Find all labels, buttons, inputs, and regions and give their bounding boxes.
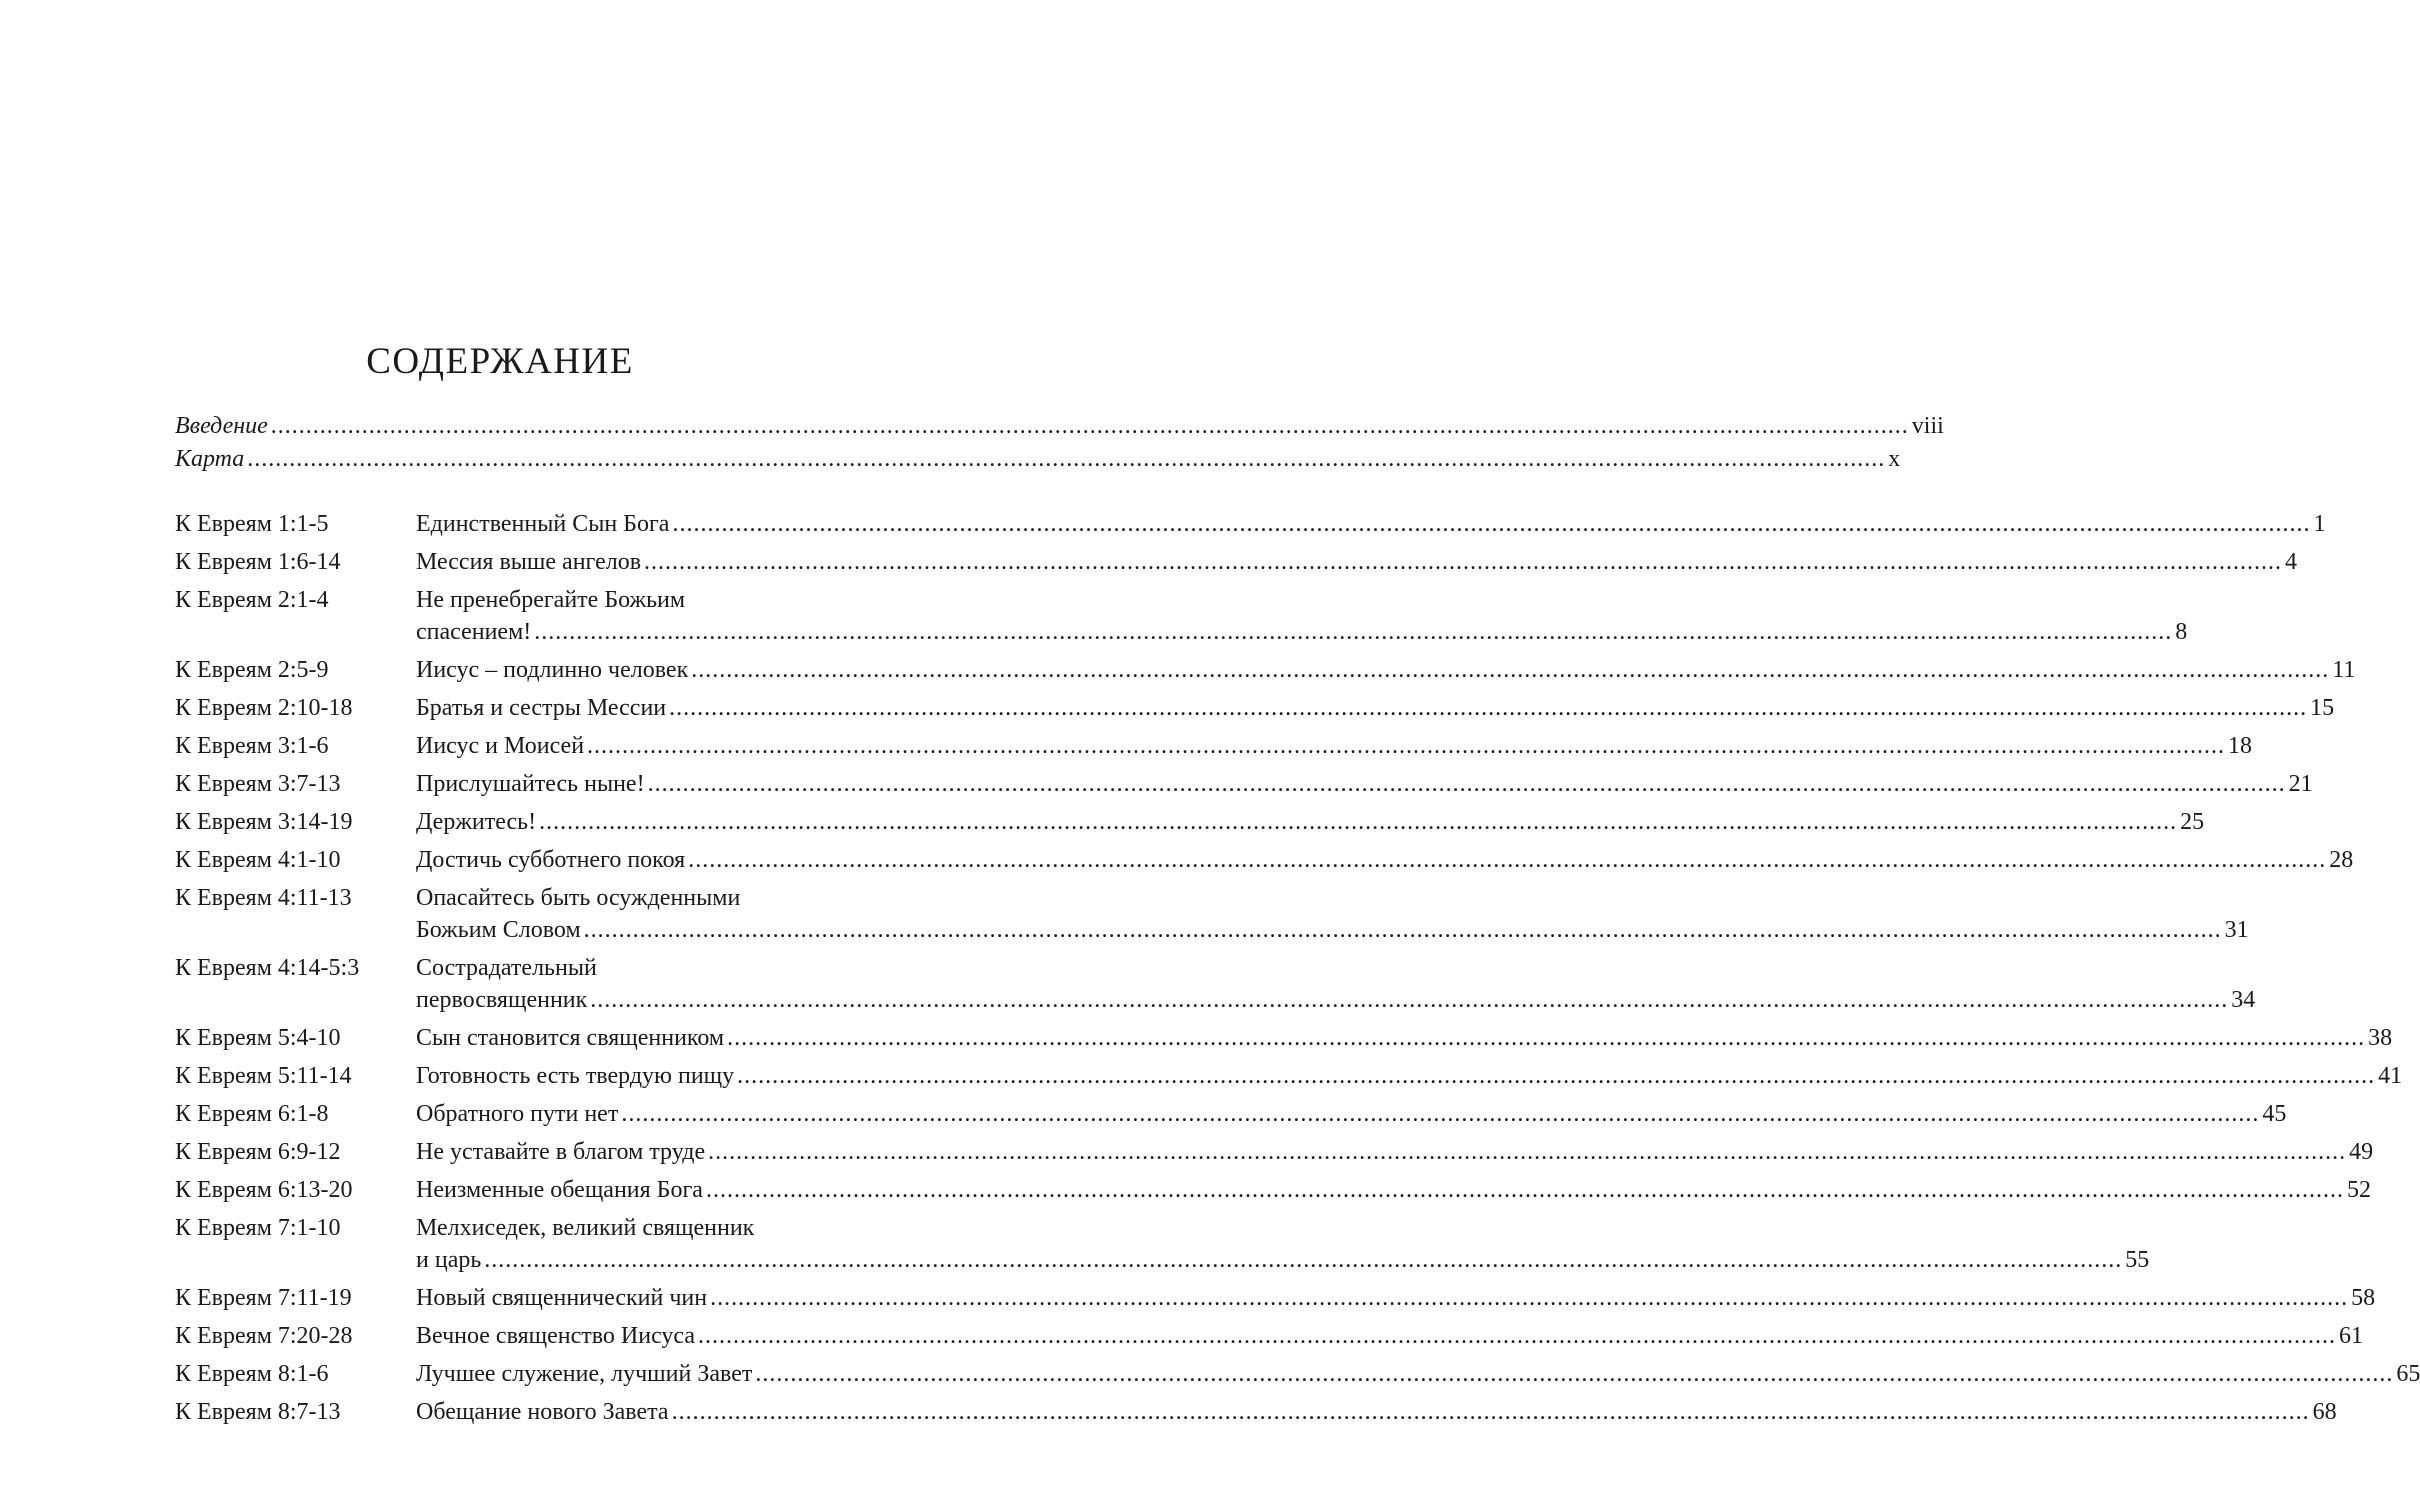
toc-entry-title-last-line [416, 1396, 2337, 1428]
toc-entry[interactable] [175, 1136, 2374, 1168]
toc-entry-title-last-line [416, 546, 2297, 578]
toc-entry-title: спасением! [416, 619, 532, 645]
toc-entry-title: Лучшее служение, лучший Завет [416, 1361, 753, 1387]
toc-entry[interactable] [175, 508, 2326, 540]
toc-entry-title-block [416, 844, 2353, 876]
toc-entry[interactable] [175, 546, 2298, 578]
toc-entry-title: Сын становится священником [416, 1025, 725, 1051]
front-matter-item-introduction[interactable] [175, 413, 1944, 446]
toc-entry-reference: К Евреям 2:5-9 [175, 657, 329, 683]
table-of-contents [175, 508, 2420, 1434]
toc-entry-title-block [416, 1282, 2375, 1314]
toc-entry-title-block [416, 654, 2355, 686]
toc-entry-title: и царь [416, 1247, 482, 1273]
toc-entry-title-block [416, 1098, 2286, 1130]
toc-entry-title: Прислушайтесь ныне! [416, 771, 645, 797]
front-matter-label: Введение [175, 413, 268, 439]
toc-entry-title-block [416, 546, 2297, 578]
toc-entry-page: 49 [2349, 1139, 2374, 1165]
dot-leader [644, 546, 2282, 578]
dot-leader [688, 844, 2326, 876]
toc-entry[interactable] [175, 1320, 2364, 1352]
toc-entry-page: 21 [2288, 771, 2313, 797]
front-matter-item-map[interactable] [175, 446, 1901, 479]
toc-entry-page: 15 [2310, 695, 2335, 721]
toc-entry-title-last-line [416, 1136, 2373, 1168]
dot-leader [587, 730, 2225, 762]
toc-entry-title-block [416, 806, 2204, 838]
toc-entry-title-last-line [416, 1282, 2375, 1314]
dot-leader [727, 1022, 2365, 1054]
toc-entry-title-block [416, 508, 2325, 540]
toc-entry-page: 28 [2329, 847, 2354, 873]
toc-entry[interactable] [175, 1282, 2376, 1314]
toc-entry-title-last-line [416, 730, 2252, 762]
toc-entry-title-last-line [416, 508, 2325, 540]
toc-entry-reference: К Евреям 4:1-10 [175, 847, 341, 873]
toc-entry-title-line: Не пренебрегайте Божьим [416, 587, 686, 613]
toc-entry-reference: К Евреям 7:1-10 [175, 1215, 341, 1241]
toc-entry-title-last-line [416, 1244, 2149, 1276]
dot-leader [708, 1136, 2346, 1168]
toc-entry-title: Обещание нового Завета [416, 1399, 669, 1425]
toc-entry-title-block [416, 882, 2249, 946]
front-matter-label: Карта [175, 446, 245, 472]
toc-entry-reference: К Евреям 7:11-19 [175, 1285, 352, 1311]
toc-entry-page: 58 [2351, 1285, 2376, 1311]
dot-leader [706, 1174, 2344, 1206]
toc-entry[interactable] [175, 692, 2335, 724]
toc-entry-page: 65 [2396, 1361, 2420, 1387]
toc-entry-title-last-line [416, 1022, 2392, 1054]
toc-entry[interactable] [175, 1022, 2393, 1054]
toc-entry-page: 34 [2231, 987, 2256, 1013]
toc-entry-reference: К Евреям 5:11-14 [175, 1063, 352, 1089]
toc-entry-title-last-line [416, 1358, 2420, 1390]
toc-entry-title-block [416, 1396, 2337, 1428]
toc-entry[interactable] [175, 1212, 2150, 1276]
toc-entry-page: 1 [2313, 511, 2326, 537]
toc-entry-page: 55 [2125, 1247, 2150, 1273]
toc-entry-page: 41 [2378, 1063, 2403, 1089]
toc-entry[interactable] [175, 654, 2356, 686]
toc-entry-reference: К Евреям 6:13-20 [175, 1177, 353, 1203]
toc-entry-title: Достичь субботнего покоя [416, 847, 686, 873]
dot-leader [710, 1282, 2348, 1314]
dot-leader [648, 768, 2286, 800]
toc-entry-title-block [416, 692, 2334, 724]
toc-entry-page: 4 [2285, 549, 2298, 575]
toc-entry-title: Божьим Словом [416, 917, 581, 943]
toc-entry[interactable] [175, 806, 2205, 838]
toc-entry-title-block [416, 1212, 2149, 1276]
dot-leader [247, 446, 1885, 473]
toc-entry-title-block [416, 1136, 2373, 1168]
toc-entry-title-line: Опасайтесь быть осужденными [416, 885, 741, 911]
toc-entry[interactable] [175, 768, 2313, 800]
dot-leader [669, 692, 2307, 724]
toc-entry-reference: К Евреям 4:11-13 [175, 885, 352, 911]
toc-entry-title: Обратного пути нет [416, 1101, 619, 1127]
toc-entry-title-last-line [416, 654, 2355, 686]
toc-entry-title-last-line [416, 768, 2313, 800]
toc-entry-reference: К Евреям 5:4-10 [175, 1025, 341, 1051]
toc-entry-reference: К Евреям 7:20-28 [175, 1323, 353, 1349]
toc-entry[interactable] [175, 1174, 2371, 1206]
dot-leader [691, 654, 2329, 686]
dot-leader [737, 1060, 2375, 1092]
toc-entry-reference: К Евреям 8:7-13 [175, 1399, 341, 1425]
dot-leader [534, 616, 2172, 648]
toc-entry-page: 18 [2228, 733, 2253, 759]
toc-entry-title-last-line [416, 984, 2255, 1016]
toc-entry-title-last-line [416, 1320, 2363, 1352]
toc-entry-title-last-line [416, 844, 2353, 876]
toc-entry-title: Иисус и Моисей [416, 733, 585, 759]
toc-entry[interactable] [175, 844, 2354, 876]
toc-entry-page: 45 [2262, 1101, 2287, 1127]
toc-entry[interactable] [175, 882, 2249, 946]
toc-entry-title-block [416, 1022, 2392, 1054]
dot-leader [584, 914, 2222, 946]
toc-entry-page: 61 [2339, 1323, 2364, 1349]
toc-entry-page: 8 [2175, 619, 2188, 645]
front-matter-page: viii [1911, 413, 1944, 439]
toc-entry-reference: К Евреям 1:1-5 [175, 511, 329, 537]
dot-leader [484, 1244, 2122, 1276]
toc-entry-title-last-line [416, 616, 2187, 648]
toc-entry-title: Братья и сестры Мессии [416, 695, 667, 721]
page-title: СОДЕРЖАНИЕ [366, 341, 634, 382]
toc-entry-title-block [416, 1320, 2363, 1352]
toc-entry-title: Новый священнический чин [416, 1285, 708, 1311]
toc-entry-title-line: Сострадательный [416, 955, 597, 981]
toc-entry-reference: К Евреям 3:7-13 [175, 771, 341, 797]
toc-entry-page: 52 [2346, 1177, 2371, 1203]
toc-entry-title: Вечное священство Иисуса [416, 1323, 696, 1349]
toc-entry[interactable] [175, 952, 2256, 1016]
toc-entry-title-block [416, 1358, 2420, 1390]
toc-entry[interactable] [175, 1060, 2403, 1092]
toc-entry-title-last-line [416, 914, 2249, 946]
toc-entry-reference: К Евреям 6:1-8 [175, 1101, 329, 1127]
toc-entry-title: Мессия выше ангелов [416, 549, 642, 575]
toc-entry-reference: К Евреям 3:1-6 [175, 733, 329, 759]
dot-leader [539, 806, 2177, 838]
toc-entry-reference: К Евреям 8:1-6 [175, 1361, 329, 1387]
toc-entry-reference: К Евреям 1:6-14 [175, 549, 341, 575]
toc-entry-page: 25 [2180, 809, 2205, 835]
toc-entry-title-block [416, 1174, 2371, 1206]
toc-entry-title-last-line [416, 692, 2334, 724]
toc-entry-title-last-line [416, 1174, 2371, 1206]
toc-entry-title: Не уставайте в благом труде [416, 1139, 706, 1165]
toc-entry-page: 68 [2312, 1399, 2337, 1425]
toc-entry-title-line: Мелхиседек, великий священник [416, 1215, 755, 1241]
toc-entry-title-block [416, 584, 2187, 648]
toc-entry-title-last-line [416, 1098, 2286, 1130]
toc-entry-title-last-line [416, 1060, 2402, 1092]
toc-entry-page: 38 [2368, 1025, 2393, 1051]
toc-entry[interactable] [175, 1098, 2287, 1130]
toc-entry[interactable] [175, 584, 2188, 648]
toc-entry-title: Единственный Сын Бога [416, 511, 670, 537]
toc-entry-title-block [416, 730, 2252, 762]
toc-entry-title-block [416, 952, 2255, 1016]
front-matter-page: x [1888, 446, 1901, 472]
toc-entry[interactable] [175, 1358, 2420, 1390]
toc-entry-page: 31 [2224, 917, 2249, 943]
dot-leader [590, 984, 2228, 1016]
toc-entry-title-last-line [416, 806, 2204, 838]
dot-leader [271, 413, 1909, 440]
toc-entry-title-block [416, 1060, 2402, 1092]
toc-entry[interactable] [175, 1396, 2337, 1428]
dot-leader [672, 508, 2310, 540]
toc-entry[interactable] [175, 730, 2253, 762]
dot-leader [755, 1358, 2393, 1390]
dot-leader [672, 1396, 2310, 1428]
toc-entry-page: 11 [2332, 657, 2356, 683]
toc-entry-reference: К Евреям 3:14-19 [175, 809, 353, 835]
dot-leader [698, 1320, 2336, 1352]
toc-entry-title: Иисус – подлинно человек [416, 657, 689, 683]
toc-entry-reference: К Евреям 2:1-4 [175, 587, 329, 613]
toc-entry-title: Неизменные обещания Бога [416, 1177, 703, 1203]
toc-entry-reference: К Евреям 2:10-18 [175, 695, 353, 721]
front-matter-list [175, 413, 1944, 479]
toc-entry-title: Готовность есть твердую пищу [416, 1063, 735, 1089]
toc-entry-reference: К Евреям 4:14-5:3 [175, 955, 360, 981]
toc-entry-reference: К Евреям 6:9-12 [175, 1139, 341, 1165]
dot-leader [621, 1098, 2259, 1130]
toc-entry-title: первосвященник [416, 987, 588, 1013]
toc-entry-title-block [416, 768, 2313, 800]
toc-entry-title: Держитесь! [416, 809, 537, 835]
